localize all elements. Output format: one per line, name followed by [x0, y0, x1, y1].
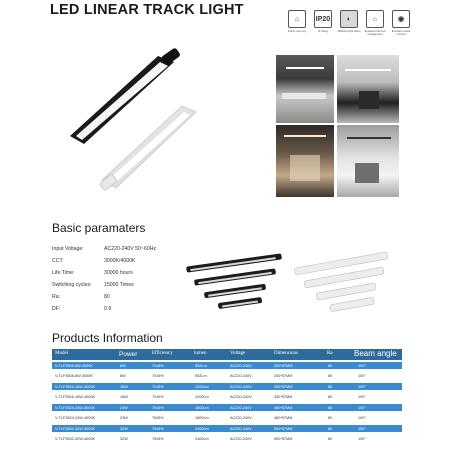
- feature-caption: IP rating: [318, 30, 328, 33]
- spec-value: 0.9: [104, 306, 112, 312]
- feature-4: [388, 10, 414, 36]
- table-cell: 70±5%: [152, 363, 164, 368]
- table-cell: 80: [328, 374, 333, 378]
- spec-label: Switching cycles:: [52, 282, 92, 288]
- table-cell: 24W: [120, 405, 128, 410]
- spec-label: Life Time:: [52, 270, 75, 276]
- table-cell: 1800Lm: [195, 405, 209, 410]
- diffuser-icon: ◐: [340, 10, 358, 28]
- table-row: [52, 373, 402, 380]
- table-cell: 1200Lm: [195, 395, 209, 399]
- table-cell: AC220-240V: [230, 426, 252, 431]
- table-cell: 80: [328, 437, 333, 441]
- table-cell: 80: [328, 384, 333, 389]
- house-icon: ⌂: [288, 10, 306, 28]
- table-cell: 8W: [120, 363, 126, 368]
- feature-2: [336, 10, 362, 33]
- table-cell: V-TLF3516-16W-4000K: [55, 395, 96, 399]
- spec-value: 15000 Times: [104, 282, 134, 288]
- table-row: [52, 394, 402, 401]
- table-cell: 70±5%: [152, 374, 164, 378]
- table-cell: 100°: [358, 405, 366, 410]
- table-cell: 24W: [120, 416, 128, 420]
- table-row: [52, 404, 402, 411]
- table-row: [52, 415, 402, 422]
- spec-label: DF:: [52, 306, 61, 312]
- table-row: [52, 383, 402, 390]
- col-dimensions: Dimensions: [274, 351, 298, 356]
- table-cell: AC220-240V: [230, 384, 252, 389]
- table-cell: V-TLF3524-24W-3000K: [55, 405, 96, 410]
- products-information-heading: Products Information: [52, 331, 163, 345]
- table-cell: 75±5%: [152, 437, 164, 441]
- table-cell: V-TLF3508-8W-4000K: [55, 374, 93, 378]
- table-cell: 330*57MM: [274, 384, 293, 389]
- table-row: [52, 425, 402, 432]
- basic-parameters-heading: Basic paramaters: [52, 221, 146, 235]
- table-cell: 2400Lm: [195, 437, 209, 441]
- table-cell: 75±5%: [152, 405, 164, 410]
- feature-caption: Diffused light effect: [337, 30, 361, 33]
- table-cell: 75±5%: [152, 416, 164, 420]
- table-cell: V-TLF3516-16W-3000K: [55, 384, 96, 389]
- product-lineup-black: [180, 250, 290, 320]
- spec-value: 30000 hours: [104, 270, 133, 276]
- product-hero-image: [62, 48, 202, 198]
- spec-value: AC220-240V 50~60Hz: [104, 246, 157, 252]
- table-cell: 100°: [358, 384, 366, 389]
- table-cell: V-TLF3532-32W-3000K: [55, 426, 96, 431]
- table-cell: 80: [328, 363, 333, 368]
- table-cell: 100°: [358, 416, 366, 420]
- table-cell: 200*57MM: [274, 374, 293, 378]
- table-cell: 32W: [120, 426, 128, 431]
- feature-caption: Excellent visual comfort: [391, 30, 411, 37]
- col-voltage: Voltage: [230, 351, 246, 356]
- application-photo-boutique: [276, 125, 334, 197]
- col-ra: Ra: [327, 351, 333, 356]
- spec-label: Input Voltage:: [52, 246, 84, 252]
- spec-label: CCT:: [52, 258, 64, 264]
- table-cell: 80: [328, 426, 333, 431]
- table-cell: AC220-240V: [230, 374, 252, 378]
- page-title: LED LINEAR TRACK LIGHT: [50, 2, 244, 18]
- table-cell: 16W: [120, 395, 128, 399]
- table-cell: 70±5%: [152, 384, 164, 389]
- feature-0: [284, 10, 310, 33]
- application-photo-store: [276, 55, 334, 123]
- table-cell: AC220-240V: [230, 395, 252, 399]
- table-cell: 460*57MM: [274, 405, 293, 410]
- table-cell: 100°: [358, 426, 366, 431]
- col-power: Power: [119, 350, 138, 358]
- table-cell: 590*57MM: [274, 437, 293, 441]
- feature-3: [362, 10, 388, 36]
- spec-value: 80: [104, 294, 110, 300]
- table-cell: AC220-240V: [230, 363, 252, 368]
- table-cell: 32W: [120, 437, 128, 441]
- col-model: Model: [55, 351, 69, 356]
- table-cell: 100°: [358, 363, 366, 368]
- spec-label: Ra:: [52, 294, 61, 300]
- table-cell: 590*57MM: [274, 426, 293, 431]
- table-cell: 100°: [358, 395, 366, 399]
- application-photo-showroom: [337, 125, 399, 197]
- table-cell: 75±5%: [152, 426, 164, 431]
- table-cell: 1800Lm: [195, 416, 209, 420]
- table-cell: 16W: [120, 384, 128, 389]
- spec-value: 3000K/4000K: [104, 258, 136, 264]
- products-table-header: [52, 349, 402, 360]
- feature-caption: Indoor use only: [287, 30, 307, 33]
- table-cell: 80: [328, 405, 333, 410]
- table-row: [52, 362, 402, 369]
- col-lumen: lumen: [194, 351, 207, 356]
- table-cell: 330*57MM: [274, 395, 293, 399]
- table-cell: 200*57MM: [274, 363, 293, 368]
- table-cell: 1200Lm: [195, 384, 209, 389]
- white-track-light: [99, 106, 196, 191]
- table-cell: AC220-240V: [230, 405, 252, 410]
- table-cell: 552Lm: [195, 374, 207, 378]
- eye-icon: ◉: [392, 10, 410, 28]
- feature-caption: Excellent thermal management: [364, 30, 386, 37]
- thermal-icon: ☼: [366, 10, 384, 28]
- table-cell: 100°: [358, 437, 366, 441]
- application-photo-gallery: [337, 55, 399, 123]
- product-lineup-white: [290, 250, 400, 320]
- table-cell: 460*57MM: [274, 416, 293, 420]
- ip20-icon: IP20: [314, 10, 332, 28]
- table-cell: 8W: [120, 374, 126, 378]
- table-cell: AC220-240V: [230, 416, 252, 420]
- table-cell: 552Lm: [195, 363, 207, 368]
- table-cell: 70±5%: [152, 395, 164, 399]
- table-cell: AC220-240V: [230, 437, 252, 441]
- table-cell: 2400Lm: [195, 426, 209, 431]
- col-beam-angle: Beam angle: [354, 349, 397, 358]
- col-efficiency: Efficiency: [152, 351, 173, 356]
- table-cell: V-TLF3508-8W-3000K: [55, 363, 93, 368]
- table-cell: 80: [328, 416, 333, 420]
- table-cell: 80: [328, 395, 333, 399]
- feature-1: [310, 10, 336, 33]
- table-row: [52, 436, 402, 443]
- table-cell: V-TLF3524-24W-4000K: [55, 416, 96, 420]
- table-cell: 100°: [358, 374, 366, 378]
- table-cell: V-TLF3532-32W-4000K: [55, 437, 96, 441]
